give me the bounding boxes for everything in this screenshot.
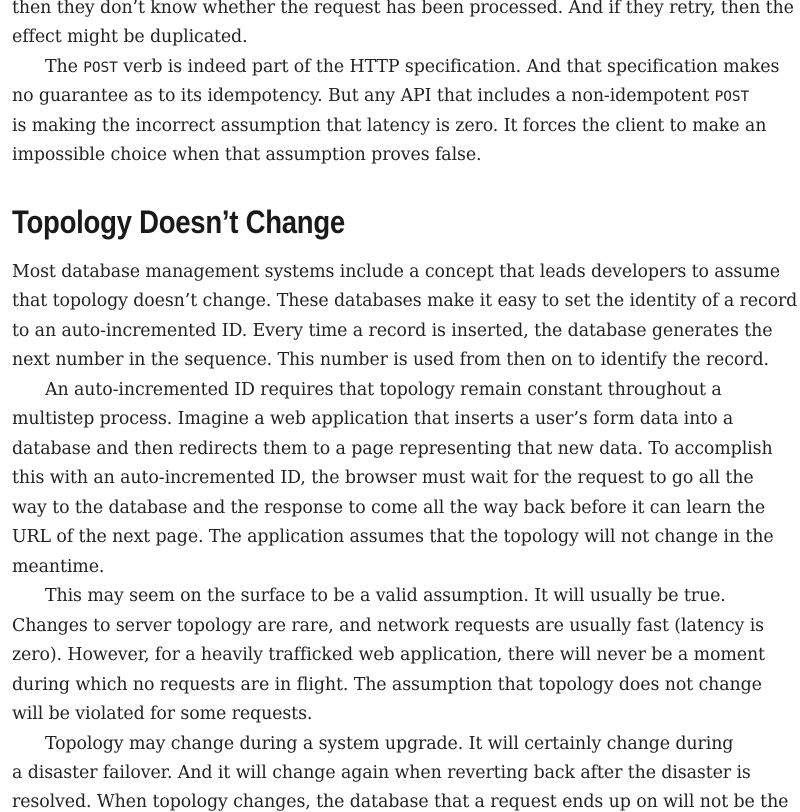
code-post: POST: [714, 89, 750, 105]
text-line: multistep process. Imagine a web application that inserts a user’s form data into a: [12, 409, 734, 429]
text-line: Changes to server topology are rare, and network requests are usually fast (latency is: [12, 616, 764, 636]
text-line: resolved. When topology changes, the database that a request ends up on will not be the: [12, 792, 789, 812]
text-line: a disaster failover. And it will change again when reverting back after the disaster is: [12, 763, 751, 783]
text-line: next number in the sequence. This number is used from then on to identify the record.: [12, 350, 769, 370]
text-line: This may seem on the surface to be a valid assumption. It will usually be true.: [45, 586, 726, 606]
text-line: will be violated for some requests.: [12, 704, 313, 724]
text-line: URL of the next page. The application assumes that the topology will not change in the: [12, 527, 774, 547]
text-line: Most database management systems include a concept that leads developers to assume: [12, 262, 780, 282]
code-post: POST: [83, 60, 118, 76]
text-line: impossible choice when that assumption proves false.: [12, 145, 482, 165]
text-line: then they don’t know whether the request has been processed. And if they retry, then the: [12, 0, 794, 18]
text-line: during which no requests are in flight. The assumption that topology does not change: [12, 675, 762, 695]
text-line: [12, 86, 749, 107]
text-run: verb is indeed part of the HTTP specification. And that specification makes: [117, 57, 780, 77]
text-line: zero). However, for a heavily trafficked web application, there will never be a moment: [12, 645, 765, 665]
text-line: [45, 57, 779, 78]
text-line: effect might be duplicated.: [12, 27, 248, 47]
text-line: is making the incorrect assumption that latency is zero. It forces the client to make an: [12, 116, 767, 136]
text-line: An auto-incremented ID requires that topology remain constant throughout a: [45, 380, 722, 400]
text-run: no guarantee as to its idempotency. But any API that includes a non-idempotent: [12, 86, 715, 106]
text-run: The: [45, 57, 84, 77]
text-line: to an auto-incremented ID. Every time a record is inserted, the database generates the: [12, 321, 773, 341]
text-line: Topology may change during a system upgrade. It will certainly change during: [45, 734, 734, 754]
text-line: that topology doesn’t change. These databases make it easy to set the identity of a record: [12, 291, 798, 311]
text-line: meantime.: [12, 557, 105, 577]
text-line: way to the database and the response to come all the way back before it can learn the: [12, 498, 766, 518]
text-line: this with an auto-incremented ID, the browser must wait for the request to go all the: [12, 468, 754, 488]
section-heading: Topology Doesn’t Change: [12, 204, 345, 240]
text-line: database and then redirects them to a page representing that new data. To accomplish: [12, 439, 773, 459]
